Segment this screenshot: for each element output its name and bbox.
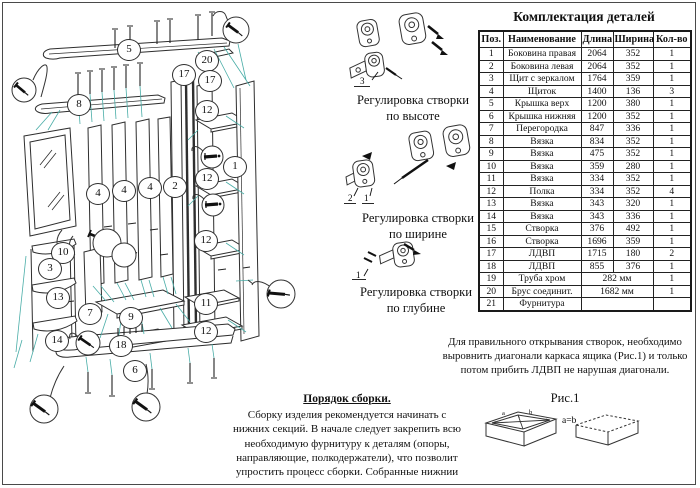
parts-table-cell: 1 [653, 273, 691, 286]
part-callout: 17 [172, 64, 196, 86]
parts-table-cell: 1 [653, 198, 691, 211]
parts-table-cell: Полка [503, 185, 581, 198]
part-callout: 12 [195, 100, 219, 122]
col-header-name: Наименование [503, 31, 581, 48]
parts-table-cell: 376 [613, 260, 653, 273]
assembly-order-block [232, 392, 462, 479]
parts-table-cell: Створка [503, 223, 581, 236]
parts-table-cell: 1200 [581, 110, 613, 123]
hinge-diagram-width [342, 126, 474, 206]
parts-table-cell: 136 [613, 85, 653, 98]
parts-table-cell: 1 [653, 48, 691, 61]
parts-table-cell: 11 [479, 173, 503, 186]
parts-table-cell: 1 [653, 73, 691, 86]
parts-table-cell: Крышка нижняя [503, 110, 581, 123]
parts-table-cell: 1 [653, 123, 691, 136]
parts-table-cell: 16 [479, 235, 503, 248]
part-callout: 3 [38, 258, 62, 280]
parts-table-cell: 1 [653, 110, 691, 123]
parts-table-cell: 380 [613, 98, 653, 111]
parts-table-cell: 2064 [581, 60, 613, 73]
parts-table-cell: 8 [479, 135, 503, 148]
parts-table-row [479, 98, 691, 111]
parts-table-cell: Створка [503, 235, 581, 248]
assembly-order-heading: Порядок сборки. [303, 393, 391, 405]
parts-table-cell: 1 [653, 98, 691, 111]
part-callout: 1 [223, 156, 247, 178]
parts-table-cell: 359 [613, 235, 653, 248]
parts-table-cell: 352 [613, 185, 653, 198]
parts-table-cell: 7 [479, 123, 503, 136]
parts-table-title: Комплектация деталей [513, 9, 655, 24]
parts-table-cell: 280 [613, 160, 653, 173]
parts-table-cell: 14 [479, 210, 503, 223]
parts-table-cell: Щиток [503, 85, 581, 98]
parts-table-cell: 1764 [581, 73, 613, 86]
parts-table-row [479, 248, 691, 261]
parts-table-row [479, 148, 691, 161]
hinge-diagram-depth [350, 238, 462, 282]
parts-table-cell: 1 [653, 173, 691, 186]
col-header-pos: Поз. [479, 31, 503, 48]
part-callout: 6 [123, 360, 147, 382]
parts-table-row [479, 73, 691, 86]
parts-table-cell: 21 [479, 298, 503, 311]
part-callout: 20 [195, 50, 219, 72]
parts-table-cell: 4 [479, 85, 503, 98]
parts-table-cell: 376 [581, 223, 613, 236]
parts-table-row [479, 60, 691, 73]
parts-table-row [479, 185, 691, 198]
parts-table-cell: 352 [613, 110, 653, 123]
parts-table-cell: Вязка [503, 173, 581, 186]
diagonal-label-b: b [529, 409, 533, 416]
part-callout: 4 [86, 183, 110, 205]
parts-table-row [479, 298, 691, 311]
caption-height-adjust: Регулировка створки по высоте [357, 93, 469, 124]
parts-table-cell: Боковина левая [503, 60, 581, 73]
parts-table-cell: 2 [479, 60, 503, 73]
parts-table-cell: 334 [581, 173, 613, 186]
parts-table [478, 30, 692, 312]
parts-table-cell: 492 [613, 223, 653, 236]
caption-depth-adjust: Регулировка створки по глубине [360, 285, 472, 316]
parts-table-cell: 2064 [581, 48, 613, 61]
parts-table-cell: 17 [479, 248, 503, 261]
part-callout: 7 [78, 303, 102, 325]
parts-table-cell [653, 298, 691, 311]
parts-table-row [479, 273, 691, 286]
parts-table-cell: 1 [653, 210, 691, 223]
part-callout: 12 [195, 168, 219, 190]
parts-table-cell: Труба хром [503, 273, 581, 286]
parts-table-cell: 1715 [581, 248, 613, 261]
parts-table-cell: 834 [581, 135, 613, 148]
parts-table-cell [581, 298, 653, 311]
parts-table-cell: 343 [581, 210, 613, 223]
parts-table-row [479, 285, 691, 298]
parts-table-cell: Перегородка [503, 123, 581, 136]
parts-table-row [479, 223, 691, 236]
parts-table-cell: 352 [613, 148, 653, 161]
parts-table-cell: ЛДВП [503, 248, 581, 261]
parts-table-cell: 475 [581, 148, 613, 161]
parts-table-cell: Брус соединит. [503, 285, 581, 298]
parts-table-cell: 1682 мм [581, 285, 653, 298]
parts-table-cell: Вязка [503, 148, 581, 161]
parts-table-cell: 1 [653, 235, 691, 248]
parts-table-cell: 352 [613, 60, 653, 73]
parts-table-cell: 9 [479, 148, 503, 161]
parts-table-cell: 847 [581, 123, 613, 136]
part-callout: 13 [46, 287, 70, 309]
parts-table-cell: 1 [653, 223, 691, 236]
parts-table-cell: 1 [653, 160, 691, 173]
parts-table-cell: 12 [479, 185, 503, 198]
col-header-width: Ширина [613, 31, 653, 48]
parts-table-cell: Вязка [503, 210, 581, 223]
parts-table-cell: 352 [613, 135, 653, 148]
parts-table-cell: 352 [613, 48, 653, 61]
parts-table-cell: 3 [653, 85, 691, 98]
part-callout: 12 [194, 230, 218, 252]
parts-table-cell: 336 [613, 123, 653, 136]
parts-table-cell: 334 [581, 185, 613, 198]
parts-table-row [479, 135, 691, 148]
hinge-callout-label: 3 [360, 76, 365, 86]
parts-table-cell: 19 [479, 273, 503, 286]
parts-table-cell: Вязка [503, 198, 581, 211]
part-callout: 10 [51, 242, 75, 264]
parts-table-cell: Фурнитура [503, 298, 581, 311]
parts-table-row [479, 210, 691, 223]
diagonal-label-a: a [502, 410, 505, 417]
figure1-caption: Рис.1 [550, 391, 580, 405]
parts-table-cell: 359 [581, 160, 613, 173]
parts-table-row [479, 160, 691, 173]
part-callout: 17 [198, 70, 222, 92]
parts-table-cell: Боковина правая [503, 48, 581, 61]
parts-table-cell: 10 [479, 160, 503, 173]
parts-table-body [479, 48, 691, 311]
parts-table-cell: 1 [479, 48, 503, 61]
part-callout: 4 [112, 180, 136, 202]
hinge-callout-label: 1 [356, 270, 361, 280]
parts-table-cell: 1696 [581, 235, 613, 248]
parts-table-cell: 359 [613, 73, 653, 86]
parts-table-cell: 352 [613, 173, 653, 186]
parts-table-cell: 5 [479, 98, 503, 111]
parts-table-cell: 1 [653, 60, 691, 73]
parts-table-cell: 4 [653, 185, 691, 198]
parts-table-row [479, 85, 691, 98]
parts-table-cell: 855 [581, 260, 613, 273]
parts-table-cell: 6 [479, 110, 503, 123]
figure1-drawing [472, 406, 677, 466]
parts-table-cell: 180 [613, 248, 653, 261]
col-header-qty: Кол-во [653, 31, 691, 48]
furniture-parts [24, 38, 259, 357]
part-callout: 12 [194, 321, 218, 343]
parts-table-cell: Вязка [503, 135, 581, 148]
parts-table-cell: Крышка верх [503, 98, 581, 111]
part-callout: 5 [117, 39, 141, 61]
parts-table-row [479, 123, 691, 136]
parts-table-cell: 1200 [581, 98, 613, 111]
parts-table-cell: 343 [581, 198, 613, 211]
parts-table-row [479, 173, 691, 186]
parts-table-cell: 336 [613, 210, 653, 223]
assembly-order-text: Сборку изделия рекомендуется начинать с нижних секций. В начале следует закрепить всю необходимую фурнитуру к деталям (опоры, направляющие, полкодержатели), что позволит упростить процесс сборки. Собранные нижнии [233, 408, 461, 479]
part-callout: 9 [119, 307, 143, 329]
col-header-length: Длина [581, 31, 613, 48]
diagonal-equality-label: a=b [562, 416, 577, 426]
parts-table-cell: 18 [479, 260, 503, 273]
parts-table-cell: 20 [479, 285, 503, 298]
parts-table-cell: Вязка [503, 160, 581, 173]
caption-width-adjust: Регулировка створки по ширине [362, 211, 474, 242]
parts-table-header [479, 31, 691, 48]
hinge-diagram-height [346, 14, 466, 90]
part-callout: 14 [45, 330, 69, 352]
part-callout: 2 [163, 176, 187, 198]
parts-table-cell: Щит с зеркалом [503, 73, 581, 86]
parts-table-cell: 15 [479, 223, 503, 236]
parts-table-row [479, 110, 691, 123]
parts-table-cell: 282 мм [581, 273, 653, 286]
parts-table-cell: 13 [479, 198, 503, 211]
hinge-callout-label: 2 [348, 193, 353, 203]
parts-table-row [479, 235, 691, 248]
parts-table-row [479, 260, 691, 273]
parts-table-row [479, 198, 691, 211]
parts-table-cell: 1 [653, 260, 691, 273]
hinge-callout-label: 1 [364, 193, 369, 203]
parts-table-cell: 1 [653, 135, 691, 148]
part-callout: 4 [138, 177, 162, 199]
parts-table-cell: 1400 [581, 85, 613, 98]
parts-table-cell: 3 [479, 73, 503, 86]
part-callout: 11 [194, 293, 218, 315]
parts-table-cell: 1 [653, 148, 691, 161]
parts-table-cell: 1 [653, 285, 691, 298]
parts-table-cell: ЛДВП [503, 260, 581, 273]
parts-table-cell: 320 [613, 198, 653, 211]
part-callout: 8 [67, 94, 91, 116]
parts-table-row [479, 48, 691, 61]
door-opening-note: Для правильного открывания створок, необходимо выровнить диагонали каркаса ящика (Рис.1) и только потом прибить ЛДВП не нарушая диагонали. [442, 336, 688, 376]
parts-table-cell: 2 [653, 248, 691, 261]
part-callout: 18 [109, 335, 133, 357]
